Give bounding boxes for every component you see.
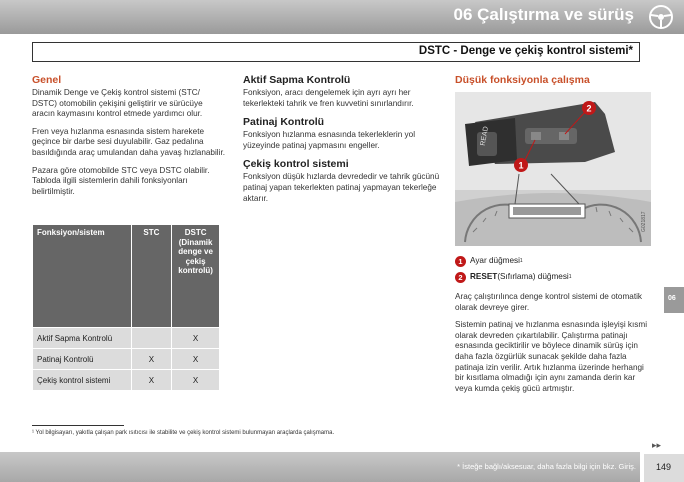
legend-label-bold: RESET — [470, 272, 498, 282]
paragraph: Fonksiyon hızlanma esnasında tekerleklerin yol yüzeyinde patinaj yapmasını engeller. — [243, 130, 416, 150]
paragraph: Sistemin patinaj ve hızlanma esnasında işleyişi kısmi olarak devreden çıkartılabilir. Çalıştırma patinajı esnasında geciktirilir ve böylece dinamik sürüş için daha fazla özgürlük sunacak şekilde daha fazla patinaja izin verilir. Artık hızlanma üzerinde herhangi bir kısıtlama olmadığı için aynı zamanda derin kar veya kumda çekiş gücü artmıştır. — [455, 320, 648, 393]
column-functions — [243, 74, 441, 211]
figure-code: G021817 — [641, 211, 647, 232]
paragraph: Araç çalıştırılınca denge kontrol sistemi de otomatik olarak devreye girer. — [455, 292, 643, 312]
legend-item — [455, 272, 651, 283]
function-table — [32, 224, 220, 391]
figure-legend — [455, 256, 651, 288]
side-tab-label: 06 — [668, 295, 676, 302]
legend-label: (Sıfırlama) düğmesi — [497, 272, 569, 282]
heading-reduced-function: Düşük fonksiyonla çalışma — [455, 74, 590, 86]
footer-note: * İsteğe bağlı/aksesuar, daha fazla bilgi için bkz. Giriş. — [457, 462, 636, 471]
callout-1-label: 1 — [518, 160, 524, 171]
steering-wheel-icon — [648, 4, 674, 30]
heading-spin-control: Patinaj Kontrolü — [243, 116, 325, 129]
paragraph: Dinamik Denge ve Çekiş kontrol sistemi (STC/ DSTC) otomobilin çekişini geliştirir ve sürücüye aracın kaymasını kontrol etmede yardımcı olur. — [32, 88, 203, 119]
next-page-arrows: ▸▸ — [652, 440, 662, 450]
heading-traction-control: Çekiş kontrol sistemi — [243, 158, 349, 171]
callout-2-label: 2 — [586, 103, 592, 114]
legend-label: Ayar düğmesi — [470, 256, 520, 266]
table-cell: X — [131, 370, 172, 391]
page-number: 149 — [656, 462, 672, 472]
table-row — [33, 370, 220, 391]
table-cell: Patinaj Kontrolü — [33, 349, 132, 370]
section-title: DSTC - Denge ve çekiş kontrol sistemi* — [418, 45, 633, 57]
footnote-marker: 1 — [519, 258, 523, 265]
table-cell: Aktif Sapma Kontrolü — [33, 328, 132, 349]
section-title-box — [32, 42, 640, 62]
table-cell: X — [131, 349, 172, 370]
reduced-function-text — [455, 292, 651, 401]
footnote-marker: 1 — [568, 274, 572, 281]
table-cell: Çekiş kontrol sistemi — [33, 370, 132, 391]
legend-number: 1 — [455, 256, 466, 267]
table-header: DSTC (Dinamik denge ve çekiş kontrolü) — [172, 225, 220, 328]
page-number-box — [644, 454, 684, 482]
heading-general: Genel — [32, 74, 62, 86]
heading-yaw-control: Aktif Sapma Kontrolü — [243, 74, 351, 86]
stalk-label: READ — [479, 125, 491, 147]
legend-item — [455, 256, 651, 267]
paragraph: Fren veya hızlanma esnasında sistem harekete geçince bir darbe sesi duyulabilir. Gaz pedalına basıldığında araç umulandan daha yavaş hızlanabilir. — [32, 126, 225, 157]
paragraph: Pazara göre otomobilde STC veya DSTC olabilir. Tabloda ilgili sistemlerin dahili fonksiyonları belirtilmiştir. — [32, 165, 210, 196]
table-header: STC — [131, 225, 172, 328]
table-cell — [131, 328, 172, 349]
column-general — [32, 74, 226, 204]
table-cell: X — [172, 370, 220, 391]
chapter-side-tab — [664, 287, 684, 313]
legend-number: 2 — [455, 272, 466, 283]
footnote-divider — [32, 425, 124, 426]
table-cell: X — [172, 328, 220, 349]
paragraph: Fonksiyon düşük hızlarda devrededir ve tahrik gücünü patinaj yapan tekerlekten patinaj yapmayan tekerleğe aktarır. — [243, 172, 440, 203]
table-header-row — [33, 225, 220, 328]
table-row — [33, 349, 220, 370]
paragraph: Fonksiyon, aracı dengelemek için ayrı ayrı her tekerlekteki tahrik ve fren kuvvetini sınırlandırır. — [243, 88, 414, 108]
footnote: ¹ Yol bilgisayarı, yakıtla çalışan park ısıtıcısı ile stabilite ve çekiş kontrol sistemi bulunmayan araçlarda çalışmama. — [32, 430, 335, 436]
table-cell: X — [172, 349, 220, 370]
stalk-illustration — [455, 92, 651, 246]
table-header: Fonksiyon/sistem — [33, 225, 132, 328]
table-row — [33, 328, 220, 349]
chapter-title: 06 Çalıştırma ve sürüş — [453, 5, 634, 24]
column-reduced-function — [455, 74, 651, 88]
